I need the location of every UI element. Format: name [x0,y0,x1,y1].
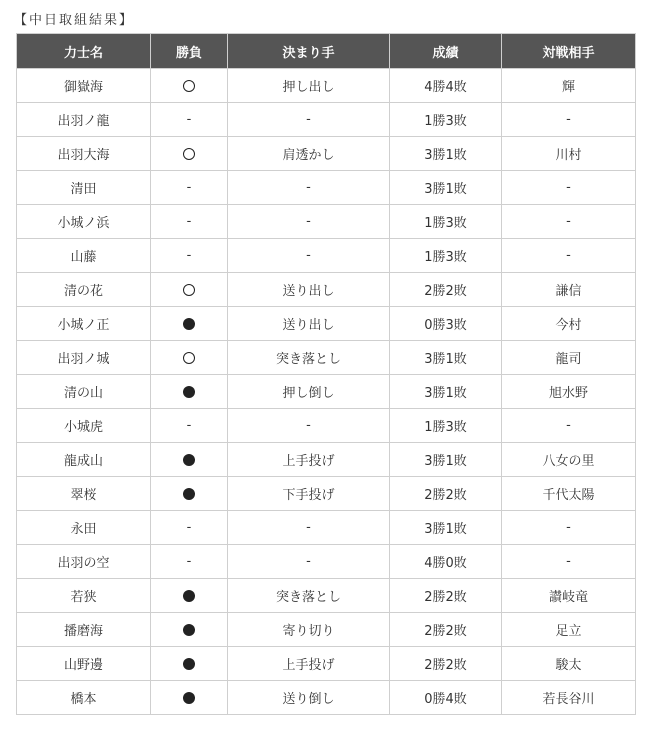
loss-dot-icon [183,692,195,704]
kimarite: 肩透かし [228,137,390,171]
result-cell [151,443,228,477]
loss-dot-icon [183,318,195,330]
record: 3勝1敗 [390,341,502,375]
table-row [17,103,636,137]
record: 2勝2敗 [390,647,502,681]
header-opponent: 対戦相手 [502,34,636,69]
table-row [17,511,636,545]
record: 0勝3敗 [390,307,502,341]
rikishi-name: 山野邊 [17,647,151,681]
record: 1勝3敗 [390,239,502,273]
header-result: 勝負 [151,34,228,69]
no-bout-mark: - [186,520,192,535]
rikishi-name: 若狭 [17,579,151,613]
kimarite: - [228,409,390,443]
loss-dot-icon [183,454,195,466]
rikishi-name: 出羽ノ龍 [17,103,151,137]
header-kimarite: 決まり手 [228,34,390,69]
kimarite: 突き落とし [228,341,390,375]
win-circle-icon [183,148,195,160]
table-row [17,375,636,409]
opponent: - [502,409,636,443]
record: 3勝1敗 [390,375,502,409]
win-circle-icon [183,80,195,92]
result-cell [151,69,228,103]
result-cell [151,511,228,545]
result-cell [151,613,228,647]
record: 1勝3敗 [390,409,502,443]
rikishi-name: 小城虎 [17,409,151,443]
kimarite: 送り出し [228,307,390,341]
no-bout-mark: - [186,554,192,569]
result-cell [151,545,228,579]
header-record: 成績 [390,34,502,69]
kimarite: 押し倒し [228,375,390,409]
result-cell [151,273,228,307]
table-row [17,443,636,477]
kimarite: 下手投げ [228,477,390,511]
table-row [17,477,636,511]
table-row [17,647,636,681]
table-header-row [17,34,636,69]
opponent: - [502,171,636,205]
record: 2勝2敗 [390,477,502,511]
loss-dot-icon [183,386,195,398]
table-row [17,613,636,647]
opponent: 龍司 [502,341,636,375]
rikishi-name: 出羽大海 [17,137,151,171]
opponent: - [502,511,636,545]
opponent: 千代太陽 [502,477,636,511]
kimarite: - [228,239,390,273]
opponent: 若長谷川 [502,681,636,715]
results-body [17,69,636,715]
results-table [16,33,636,715]
header-rikishi: 力士名 [17,34,151,69]
rikishi-name: 小城ノ浜 [17,205,151,239]
kimarite: - [228,205,390,239]
no-bout-mark: - [186,248,192,263]
table-row [17,409,636,443]
result-cell [151,137,228,171]
record: 4勝4敗 [390,69,502,103]
kimarite: 上手投げ [228,443,390,477]
kimarite: - [228,171,390,205]
table-row [17,681,636,715]
table-row [17,579,636,613]
kimarite: 押し出し [228,69,390,103]
result-cell [151,205,228,239]
result-cell [151,409,228,443]
table-row [17,171,636,205]
table-row [17,239,636,273]
rikishi-name: 翠桜 [17,477,151,511]
rikishi-name: 御嶽海 [17,69,151,103]
rikishi-name: 山藤 [17,239,151,273]
result-cell [151,477,228,511]
record: 1勝3敗 [390,103,502,137]
opponent: 駿太 [502,647,636,681]
result-cell [151,375,228,409]
record: 0勝4敗 [390,681,502,715]
kimarite: 上手投げ [228,647,390,681]
page-title: 【中日取組結果】 [14,13,135,28]
opponent: 讃岐竜 [502,579,636,613]
no-bout-mark: - [186,112,192,127]
opponent: 足立 [502,613,636,647]
result-cell [151,307,228,341]
rikishi-name: 出羽の空 [17,545,151,579]
opponent: - [502,545,636,579]
opponent: - [502,239,636,273]
opponent: - [502,205,636,239]
opponent: 八女の里 [502,443,636,477]
opponent: 今村 [502,307,636,341]
table-row [17,137,636,171]
rikishi-name: 播磨海 [17,613,151,647]
result-cell [151,579,228,613]
record: 1勝3敗 [390,205,502,239]
rikishi-name: 清の山 [17,375,151,409]
table-row [17,273,636,307]
table-row [17,69,636,103]
table-row [17,307,636,341]
loss-dot-icon [183,658,195,670]
record: 2勝2敗 [390,273,502,307]
kimarite: 突き落とし [228,579,390,613]
rikishi-name: 出羽ノ城 [17,341,151,375]
loss-dot-icon [183,488,195,500]
table-row [17,205,636,239]
opponent: 輝 [502,69,636,103]
kimarite: - [228,103,390,137]
rikishi-name: 永田 [17,511,151,545]
kimarite: - [228,511,390,545]
table-row [17,341,636,375]
record: 2勝2敗 [390,613,502,647]
rikishi-name: 橋本 [17,681,151,715]
record: 4勝0敗 [390,545,502,579]
table-row [17,545,636,579]
result-cell [151,341,228,375]
record: 3勝1敗 [390,137,502,171]
rikishi-name: 小城ノ正 [17,307,151,341]
no-bout-mark: - [186,214,192,229]
loss-dot-icon [183,590,195,602]
kimarite: 寄り切り [228,613,390,647]
result-cell [151,103,228,137]
result-cell [151,681,228,715]
opponent: - [502,103,636,137]
no-bout-mark: - [186,180,192,195]
record: 3勝1敗 [390,511,502,545]
no-bout-mark: - [186,418,192,433]
result-cell [151,239,228,273]
kimarite: 送り倒し [228,681,390,715]
result-cell [151,647,228,681]
record: 3勝1敗 [390,443,502,477]
opponent: 謙信 [502,273,636,307]
kimarite: 送り出し [228,273,390,307]
opponent: 旭水野 [502,375,636,409]
win-circle-icon [183,352,195,364]
opponent: 川村 [502,137,636,171]
rikishi-name: 清田 [17,171,151,205]
record: 3勝1敗 [390,171,502,205]
loss-dot-icon [183,624,195,636]
rikishi-name: 龍成山 [17,443,151,477]
record: 2勝2敗 [390,579,502,613]
rikishi-name: 清の花 [17,273,151,307]
win-circle-icon [183,284,195,296]
result-cell [151,171,228,205]
kimarite: - [228,545,390,579]
